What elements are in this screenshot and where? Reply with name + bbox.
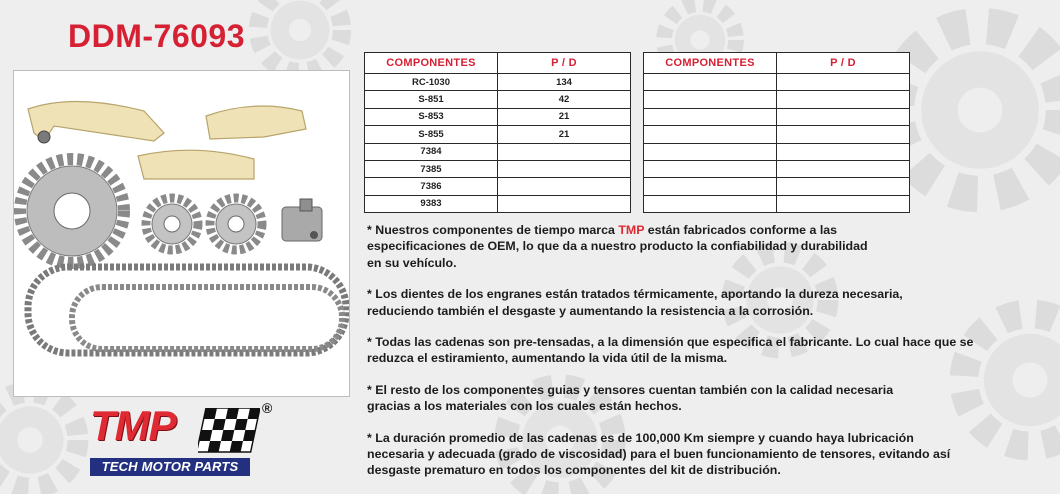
component-cell: 7386 [365, 178, 498, 195]
note-text: * Todas las cadenas son pre-tensadas, a la dimensión que especifica el fabricante. Lo cual hace que se [367, 335, 974, 350]
table-row [365, 195, 631, 212]
component-cell: 7384 [365, 143, 498, 160]
note-text: reduzca el estiramiento, aumentando la vida útil de la misma. [367, 351, 728, 366]
note-text: están fabricados conforme a las [644, 223, 838, 237]
table-row [365, 74, 631, 91]
note-text: * La duración promedio de las cadenas es de 100,000 Km siempre y cuando haya lubricación [367, 430, 914, 445]
pd-cell: 21 [498, 108, 631, 125]
chain-guide-3 [138, 150, 254, 179]
note-duration [367, 430, 1057, 479]
table-row [365, 108, 631, 125]
note-text: en su vehículo. [367, 255, 457, 270]
cam-sprocket [20, 159, 124, 263]
note-guides [367, 382, 1057, 415]
component-cell [644, 126, 777, 143]
note-text: gracias a los materiales con los cuales están hechos. [367, 399, 682, 414]
pd-cell [498, 160, 631, 177]
pd-cell: 21 [498, 126, 631, 143]
note-text: especificaciones de OEM, lo que da a nuestro producto la confiabilidad y durabilidad [367, 239, 868, 254]
pd-cell [498, 143, 631, 160]
components-table-left [364, 52, 631, 213]
chain-guide-2 [206, 106, 306, 139]
note-text: reduciendo también el desgaste y aumentando la resistencia a la corrosión. [367, 303, 814, 318]
header-componentes: COMPONENTES [644, 53, 777, 74]
note-oem [367, 222, 1057, 271]
header-componentes: COMPONENTES [365, 53, 498, 74]
pd-cell [777, 143, 910, 160]
product-photo [13, 70, 350, 397]
components-table-right [643, 52, 910, 213]
table-row [644, 108, 910, 125]
timing-chain-inner [72, 287, 342, 349]
pd-cell: 134 [498, 74, 631, 91]
table-row [365, 91, 631, 108]
component-cell: 7385 [365, 160, 498, 177]
table-row [644, 178, 910, 195]
page-title: DDM-76093 [68, 18, 246, 54]
table-row [365, 143, 631, 160]
table-row [365, 160, 631, 177]
registered-mark: ® [262, 400, 273, 416]
component-cell [644, 91, 777, 108]
checkered-flag-icon [198, 408, 260, 454]
table-row [365, 178, 631, 195]
sprocket-small-1 [146, 198, 198, 250]
pd-cell [777, 195, 910, 212]
component-cell [644, 108, 777, 125]
component-cell [644, 143, 777, 160]
table-row [644, 91, 910, 108]
component-cell: S-851 [365, 91, 498, 108]
table-row [644, 143, 910, 160]
chain-tensioner [282, 199, 322, 241]
brand-name: TMP [618, 223, 645, 237]
component-cell: S-855 [365, 126, 498, 143]
pd-cell [777, 91, 910, 108]
pd-cell [777, 108, 910, 125]
logo-wordmark: TMP [90, 402, 176, 449]
component-cell [644, 74, 777, 91]
note-chains [367, 334, 1057, 367]
note-text: desgaste prematuro en todos los componentes del kit de distribución. [367, 463, 781, 478]
component-cell [644, 160, 777, 177]
pd-cell [777, 126, 910, 143]
component-cell: S-853 [365, 108, 498, 125]
component-cell: 9383 [365, 195, 498, 212]
logo-tagline: TECH MOTOR PARTS [90, 458, 250, 476]
table-row [644, 195, 910, 212]
pd-cell [777, 178, 910, 195]
table-row [365, 126, 631, 143]
sprocket-small-2 [210, 198, 262, 250]
tmp-logo [90, 400, 280, 480]
component-cell [644, 195, 777, 212]
product-notes [367, 222, 1057, 494]
pd-cell [498, 195, 631, 212]
note-text: * Nuestros componentes de tiempo marca [367, 223, 619, 237]
note-text: * El resto de los componentes guias y tensores cuentan también con la calidad necesaria [367, 382, 894, 397]
note-gears [367, 286, 1057, 319]
table-row [644, 126, 910, 143]
note-text: * Los dientes de los engranes están tratados térmicamente, aportando la dureza necesaria, [367, 287, 903, 302]
header-pd: P / D [777, 53, 910, 74]
pd-cell [498, 178, 631, 195]
note-text: necesaria y adecuada (grado de viscosidad) para el buen funcionamiento de tensores, evitando así [367, 447, 951, 462]
table-row [644, 74, 910, 91]
pd-cell [777, 160, 910, 177]
table-row [644, 160, 910, 177]
component-cell [644, 178, 777, 195]
pd-cell [777, 74, 910, 91]
pd-cell: 42 [498, 91, 631, 108]
header-pd: P / D [498, 53, 631, 74]
component-cell: RC-1030 [365, 74, 498, 91]
